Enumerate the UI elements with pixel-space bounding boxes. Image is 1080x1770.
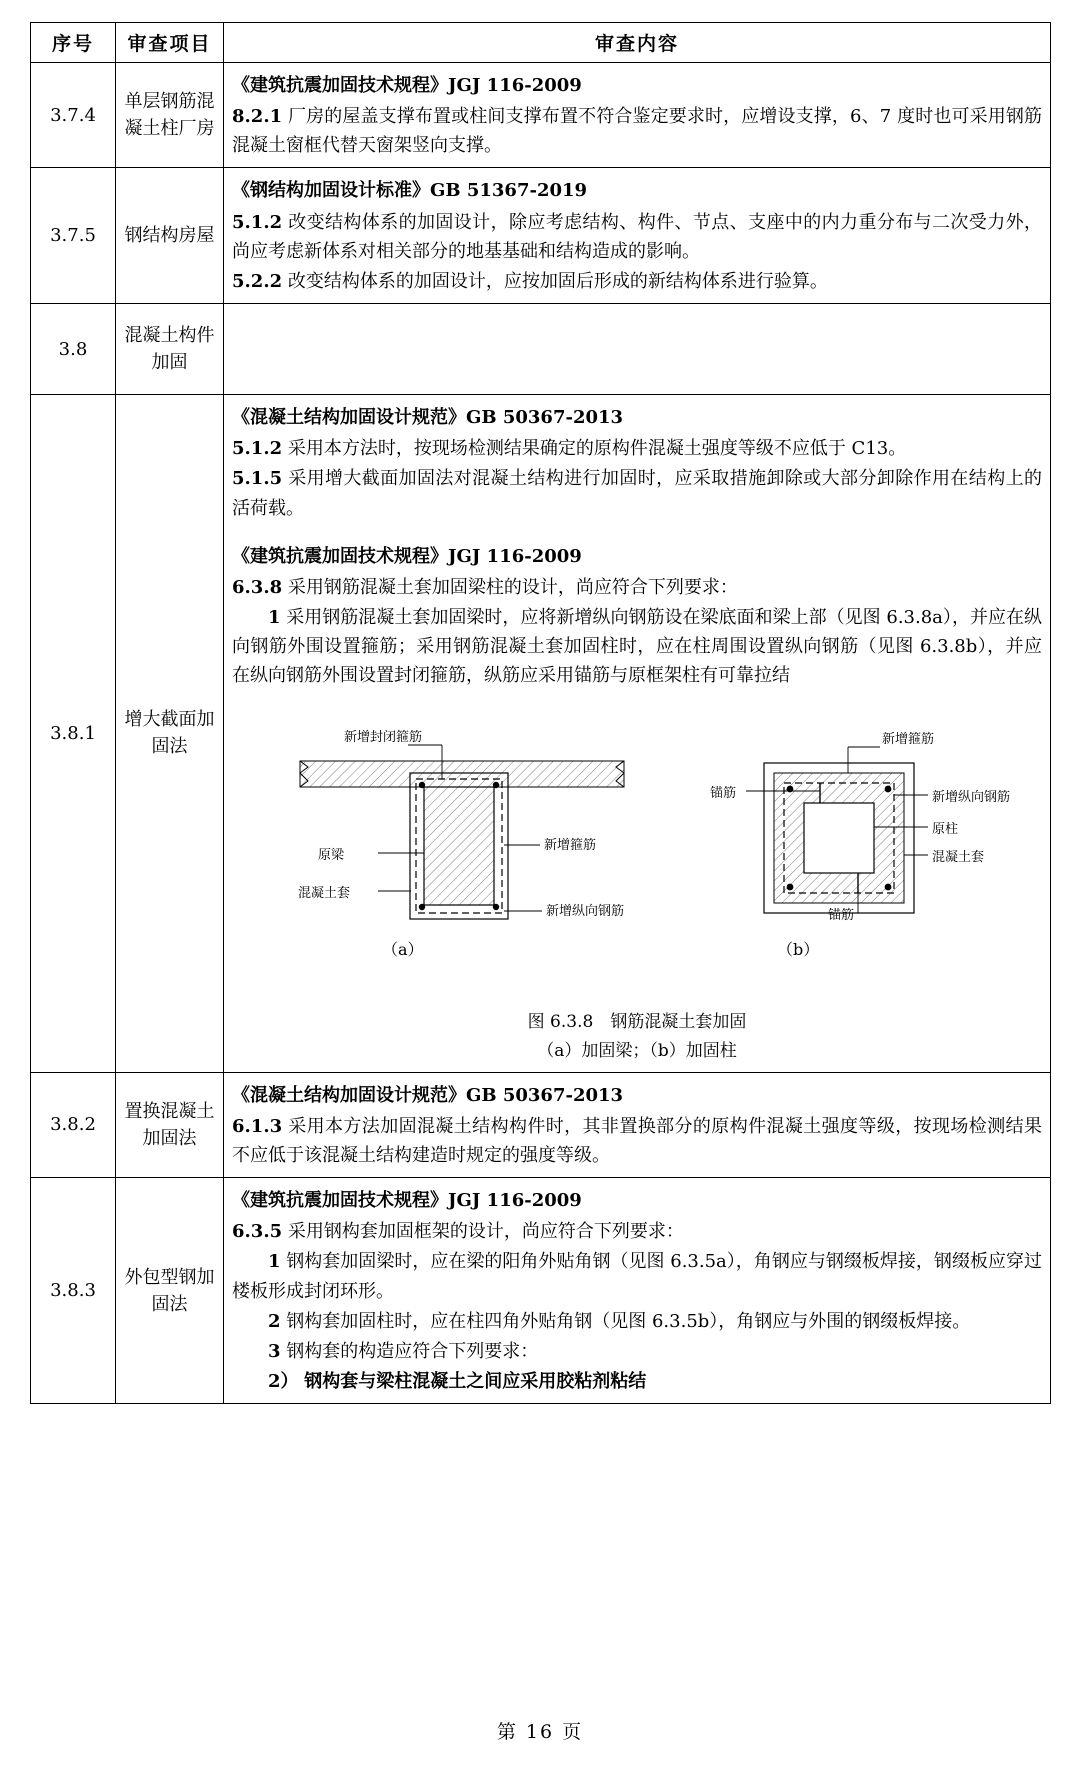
sub-item-paragraph — [232, 1337, 1042, 1366]
clause-paragraph — [232, 208, 1042, 266]
table-row — [31, 304, 1051, 395]
clause-number: 5.1.2 — [232, 211, 283, 233]
clause-number: 5.2.2 — [232, 270, 283, 292]
row-no: 3.7.5 — [31, 168, 116, 304]
row-content — [224, 304, 1051, 395]
row-item: 单层钢筋混凝土柱厂房 — [116, 63, 224, 168]
table-row — [31, 63, 1051, 168]
sub-item-paragraph — [232, 1307, 1042, 1336]
row-item: 置换混凝土加固法 — [116, 1072, 224, 1177]
row-no: 3.8 — [31, 304, 116, 395]
clause-number: 6.3.5 — [232, 1221, 283, 1243]
figure-caption-sub: （a）加固梁；（b）加固柱 — [537, 1041, 737, 1062]
figure-label-original-beam: 原梁 — [318, 847, 345, 863]
row-content — [224, 63, 1051, 168]
clause-paragraph — [232, 573, 1042, 602]
column-header-no: 序号 — [31, 23, 116, 63]
figure-label-concrete-jacket-b: 混凝土套 — [932, 849, 985, 865]
row-content — [224, 168, 1051, 304]
sub-item-paragraph — [232, 1247, 1042, 1305]
clause-number: 5.1.2 — [232, 438, 283, 460]
figure-label-new-stirrup: 新增箍筋 — [544, 837, 597, 853]
row-content — [224, 395, 1051, 1072]
figure-sublabel-a: （a） — [382, 939, 424, 959]
figure-label-anchor-bar-top: 锚筋 — [710, 785, 737, 801]
sub-item-number: 1 — [268, 607, 281, 629]
figure-6-3-8 — [232, 705, 1042, 1005]
sub-item-text: 钢构套加固柱时，应在柱四角外贴角钢（见图 6.3.5b），角钢应与外围的钢缀板焊接。 — [286, 1310, 971, 1332]
standard-title: 《钢结构加固设计标准》GB 51367-2019 — [232, 180, 588, 202]
clause-text: 采用钢构套加固框架的设计，尚应符合下列要求： — [287, 1221, 684, 1243]
row-no: 3.7.4 — [31, 63, 116, 168]
sub-item-text: 钢构套的构造应符合下列要求： — [286, 1340, 539, 1362]
row-no: 3.8.2 — [31, 1072, 116, 1177]
sub-item-text: 钢构套加固梁时，应在梁的阳角外贴角钢（见图 6.3.5a），角钢应与钢缀板焊接，钢缀板应穿过楼板形成封闭环形。 — [232, 1251, 1042, 1302]
standard-title: 《混凝土结构加固设计规范》GB 50367-2013 — [232, 1084, 624, 1106]
figure-sublabel-b: （b） — [777, 939, 820, 959]
clause-text: 采用增大截面加固法对混凝土结构进行加固时，应采取措施卸除或大部分卸除作用在结构上的活荷载。 — [232, 468, 1042, 519]
table-row — [31, 168, 1051, 304]
clause-paragraph — [232, 1112, 1042, 1170]
row-item: 外包型钢加固法 — [116, 1178, 224, 1404]
table-row — [31, 1072, 1051, 1177]
clause-text: 采用本方法加固混凝土结构构件时，其非置换部分的原构件混凝土强度等级，按现场检测结果不应低于该混凝土结构建造时规定的强度等级。 — [232, 1115, 1042, 1166]
standard-title: 《建筑抗震加固技术规程》JGJ 116-2009 — [232, 75, 582, 96]
row-item: 钢结构房屋 — [116, 168, 224, 304]
figure-label-new-stirrup-b: 新增箍筋 — [882, 731, 935, 747]
row-item: 增大截面加固法 — [116, 395, 224, 1072]
clause-number: 6.1.3 — [232, 1115, 283, 1137]
clause-number: 5.1.5 — [232, 468, 283, 490]
row-content — [224, 1072, 1051, 1177]
figure-caption-main: 图 6.3.8 钢筋混凝土套加固 — [527, 1011, 747, 1032]
row-content — [224, 1178, 1051, 1404]
clause-paragraph — [232, 102, 1042, 160]
sub-item-number: 2 — [268, 1310, 281, 1332]
clause-number: 8.2.1 — [232, 106, 283, 128]
clause-text: 厂房的屋盖支撑布置或柱间支撑布置不符合鉴定要求时，应增设支撑，6、7 度时也可采用钢筋混凝土窗框代替天窗架竖向支撑。 — [232, 106, 1042, 157]
sub-sub-item-paragraph — [232, 1367, 1042, 1396]
figure-label-concrete-jacket: 混凝土套 — [298, 885, 351, 901]
clause-text: 采用本方法时，按现场检测结果确定的原构件混凝土强度等级不应低于 C13。 — [287, 438, 907, 460]
figure-label-new-longitudinal-bar-b: 新增纵向钢筋 — [932, 789, 1011, 805]
sub-item-text: 采用钢筋混凝土套加固梁时，应将新增纵向钢筋设在梁底面和梁上部（见图 6.3.8a），并应在纵向钢筋外围设置箍筋；采用钢筋混凝土套加固柱时，应在柱周围设置纵向钢筋（见图 6.3.8b），并应在纵向钢筋外围设置封闭箍筋，纵筋应采用锚筋与原框架柱有可靠拉结 — [232, 607, 1042, 687]
figure-label-original-column: 原柱 — [932, 821, 959, 837]
column-header-item: 审查项目 — [116, 23, 224, 63]
page-footer: 第 16 页 — [496, 1721, 584, 1743]
clause-text: 改变结构体系的加固设计，应按加固后形成的新结构体系进行验算。 — [287, 270, 828, 292]
sub-item-number: 1 — [268, 1251, 281, 1273]
figure-caption — [232, 1009, 1042, 1066]
row-no: 3.8.3 — [31, 1178, 116, 1404]
clause-text: 采用钢筋混凝土套加固梁柱的设计，尚应符合下列要求： — [287, 576, 738, 598]
table-row — [31, 1178, 1051, 1404]
review-table — [30, 22, 1051, 1404]
clause-paragraph — [232, 267, 1042, 296]
standard-title: 《混凝土结构加固设计规范》GB 50367-2013 — [232, 407, 624, 429]
sub-sub-item-text: 钢构套与梁柱混凝土之间应采用胶粘剂粘结 — [304, 1370, 647, 1392]
standard-title: 《建筑抗震加固技术规程》JGJ 116-2009 — [232, 545, 582, 567]
clause-paragraph — [232, 1217, 1042, 1246]
row-item: 混凝土构件加固 — [116, 304, 224, 395]
sub-item-number: 3 — [268, 1340, 281, 1362]
clause-text: 改变结构体系的加固设计，除应考虑结构、构件、节点、支座中的内力重分布与二次受力外，尚应考虑新体系对相关部分的地基基础和结构造成的影响。 — [232, 211, 1042, 262]
sub-sub-item-number: 2） — [268, 1370, 299, 1392]
figure-label-new-closed-stirrup: 新增封闭箍筋 — [344, 729, 423, 745]
table-row — [31, 395, 1051, 1072]
clause-paragraph — [232, 434, 1042, 463]
row-no: 3.8.1 — [31, 395, 116, 1072]
column-header-content: 审查内容 — [224, 23, 1051, 63]
sub-item-paragraph — [232, 603, 1042, 690]
figure-label-anchor-bar-bottom: 锚筋 — [828, 907, 855, 923]
table-header-row — [31, 23, 1051, 63]
clause-paragraph — [232, 464, 1042, 522]
figure-label-new-longitudinal-bar: 新增纵向钢筋 — [546, 903, 625, 919]
clause-number: 6.3.8 — [232, 576, 283, 598]
standard-title: 《建筑抗震加固技术规程》JGJ 116-2009 — [232, 1190, 582, 1212]
